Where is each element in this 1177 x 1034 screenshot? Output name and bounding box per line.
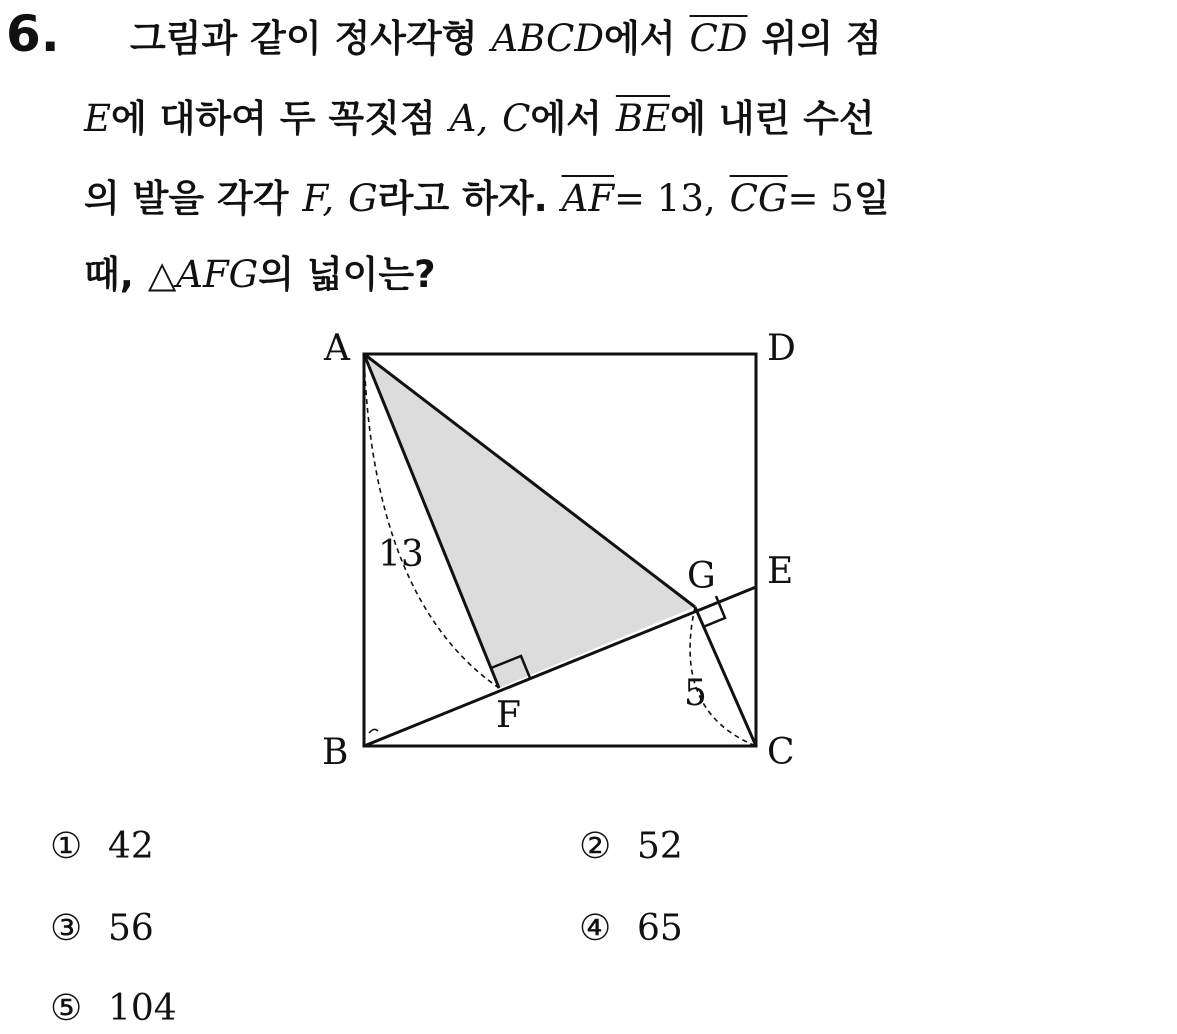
label-length-cg: 5 — [684, 673, 707, 714]
choice-5[interactable] — [50, 988, 177, 1029]
stem-text: 라고 하자. — [377, 177, 548, 220]
choice-2[interactable] — [579, 826, 683, 867]
shaded-triangle-afg — [364, 354, 695, 688]
stem-text: 의 발을 각각 — [84, 177, 289, 220]
stem-text: 일 — [853, 177, 890, 220]
stem-text: 그림과 같이 정사각형 — [130, 17, 478, 60]
triangle-symbol: △ — [147, 253, 177, 296]
math-point-a: A, — [449, 97, 489, 140]
math-point-f: F, — [302, 177, 335, 220]
label-point-f: F — [496, 695, 521, 736]
label-length-af: 13 — [378, 534, 424, 575]
angle-mark-b — [369, 729, 378, 733]
label-point-g: G — [687, 556, 716, 597]
choice-mark: ① — [50, 826, 83, 867]
math-square-abcd: ABCD — [491, 17, 605, 60]
math-value-5: = 5 — [787, 177, 854, 220]
stem-text: 때, — [84, 253, 134, 296]
math-segment-be: $\overline{BE}$ — [615, 97, 671, 140]
math-point-c: C — [502, 97, 531, 140]
math-segment-cd: $\overline{CD}$ — [689, 17, 748, 60]
stem-text: 위의 점 — [761, 17, 882, 60]
math-point-g: G — [348, 177, 378, 220]
choice-mark: ② — [579, 826, 612, 867]
label-point-a: A — [324, 328, 350, 369]
choice-value: 65 — [637, 908, 683, 949]
stem-text: 에서 — [604, 17, 676, 60]
choice-value: 56 — [108, 908, 154, 949]
choice-value: 52 — [637, 826, 683, 867]
math-value-13: = 13, — [614, 177, 716, 220]
label-point-d: D — [767, 328, 796, 369]
question-number: 6. — [6, 5, 60, 63]
math-segment-cg: $\overline{CG}$ — [729, 177, 788, 220]
choice-mark: ③ — [50, 908, 83, 949]
label-point-e: E — [767, 551, 794, 592]
choice-mark: ⑤ — [50, 988, 83, 1029]
choice-1[interactable] — [50, 826, 154, 867]
choice-3[interactable] — [50, 908, 154, 949]
stem-text: 의 넓이는? — [258, 253, 436, 296]
label-point-b: B — [322, 732, 349, 773]
choice-value: 104 — [108, 988, 177, 1029]
choice-4[interactable] — [579, 908, 683, 949]
math-segment-af: $\overline{AF}$ — [561, 177, 615, 220]
math-point-e: E — [84, 97, 112, 140]
stem-text: 에 대하여 두 꼭짓점 — [111, 97, 436, 140]
choice-mark: ④ — [579, 908, 612, 949]
stem-text: 에 내린 수선 — [670, 97, 875, 140]
label-point-c: C — [767, 732, 795, 773]
stem-text: 에서 — [530, 97, 602, 140]
choice-value: 42 — [108, 826, 154, 867]
math-triangle-afg: AFG — [176, 253, 259, 296]
